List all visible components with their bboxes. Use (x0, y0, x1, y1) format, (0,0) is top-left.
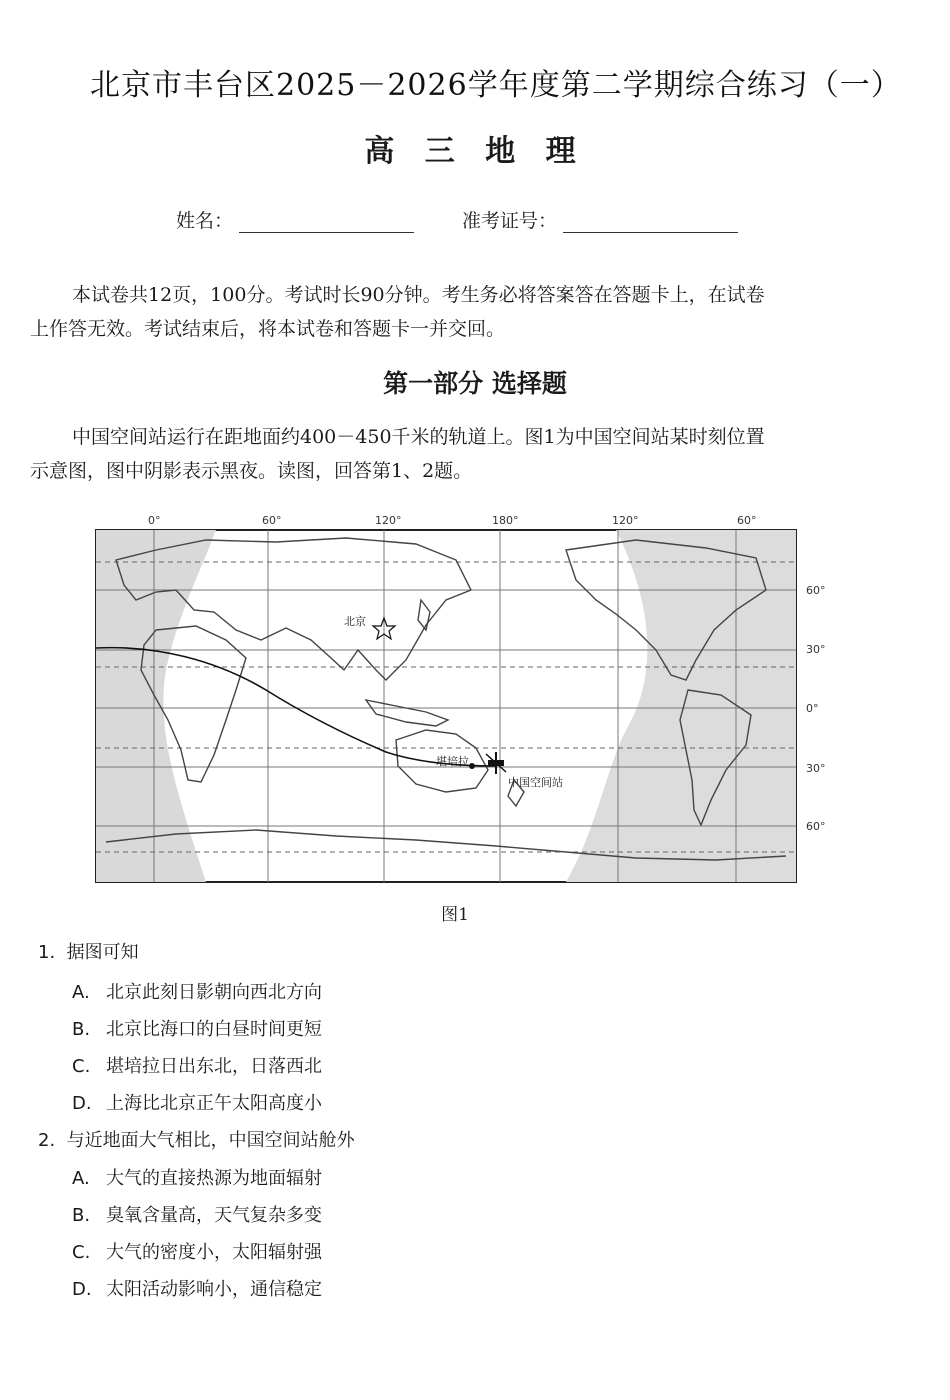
name-label: 姓名： (176, 210, 234, 232)
intro-line-2: 示意图，图中阴影表示黑夜。读图，回答第1、2题。 (30, 460, 473, 482)
name-field (176, 206, 414, 233)
lat-label-60s: 60° (806, 820, 826, 833)
question-1-option-b[interactable]: B. 北京比海口的白昼时间更短 (72, 1019, 322, 1040)
page-title: 高 三 地 理 (364, 134, 586, 169)
cut-off-header (90, 48, 902, 103)
lat-label-60n: 60° (806, 584, 826, 597)
exam-id-blank (563, 212, 738, 233)
question-2-option-b[interactable]: B. 臭氧含量高，天气复杂多变 (72, 1205, 322, 1226)
lon-label-0: 0° (148, 514, 161, 527)
figure-caption: 图1 (441, 905, 469, 925)
question-2-stem: 与近地面大气相比，中国空间站舱外 (66, 1130, 355, 1151)
beijing-label: 北京 (344, 615, 366, 628)
lon-label-120e: 120° (375, 514, 402, 527)
exam-id-label: 准考证号： (462, 210, 558, 232)
world-map-svg (96, 530, 796, 882)
question-1-option-a[interactable]: A. 北京此刻日影朝向西北方向 (72, 982, 322, 1003)
cut-off-header-text: 北京市丰台区2025－2026学年度第二学期综合练习（一） (90, 68, 902, 103)
intro-line-1: 中国空间站运行在距地面约400－450千米的轨道上。图1为中国空间站某时刻位置 (72, 426, 765, 448)
lat-label-30s: 30° (806, 762, 826, 775)
space-station-label: 中国空间站 (508, 776, 563, 789)
instructions-line-1: 本试卷共12页，100分。考试时长90分钟。考生务必将答案答在答题卡上，在试卷 (72, 284, 765, 306)
question-2-option-c[interactable]: C. 大气的密度小，太阳辐射强 (72, 1242, 322, 1263)
intro-paragraph (30, 420, 905, 488)
question-2-option-a[interactable]: A. 大气的直接热源为地面辐射 (72, 1168, 322, 1189)
instructions (30, 278, 905, 346)
question-1-option-d[interactable]: D. 上海比北京正午太阳高度小 (72, 1093, 322, 1114)
lat-label-30n: 30° (806, 643, 826, 656)
lon-label-60e: 60° (262, 514, 282, 527)
question-1-stem: 据图可知 (66, 942, 139, 963)
instructions-line-2: 上作答无效。考试结束后，将本试卷和答题卡一并交回。 (30, 318, 506, 340)
lon-label-180: 180° (492, 514, 519, 527)
question-1 (38, 938, 139, 964)
question-2-number: 2. (38, 1130, 56, 1151)
question-2 (38, 1126, 355, 1152)
lat-label-0: 0° (806, 702, 819, 715)
canberra-dot-icon (469, 763, 475, 769)
world-map-figure (96, 530, 796, 882)
question-1-option-c[interactable]: C. 堪培拉日出东北，日落西北 (72, 1056, 322, 1077)
name-blank (239, 212, 414, 233)
lon-label-120w: 120° (612, 514, 639, 527)
canberra-label: 堪培拉 (436, 755, 469, 768)
exam-id-field (462, 206, 738, 233)
section-title: 第一部分 选择题 (383, 369, 567, 398)
question-2-option-d[interactable]: D. 太阳活动影响小，通信稳定 (72, 1279, 322, 1300)
question-1-number: 1. (38, 942, 56, 963)
lon-label-60w: 60° (737, 514, 757, 527)
